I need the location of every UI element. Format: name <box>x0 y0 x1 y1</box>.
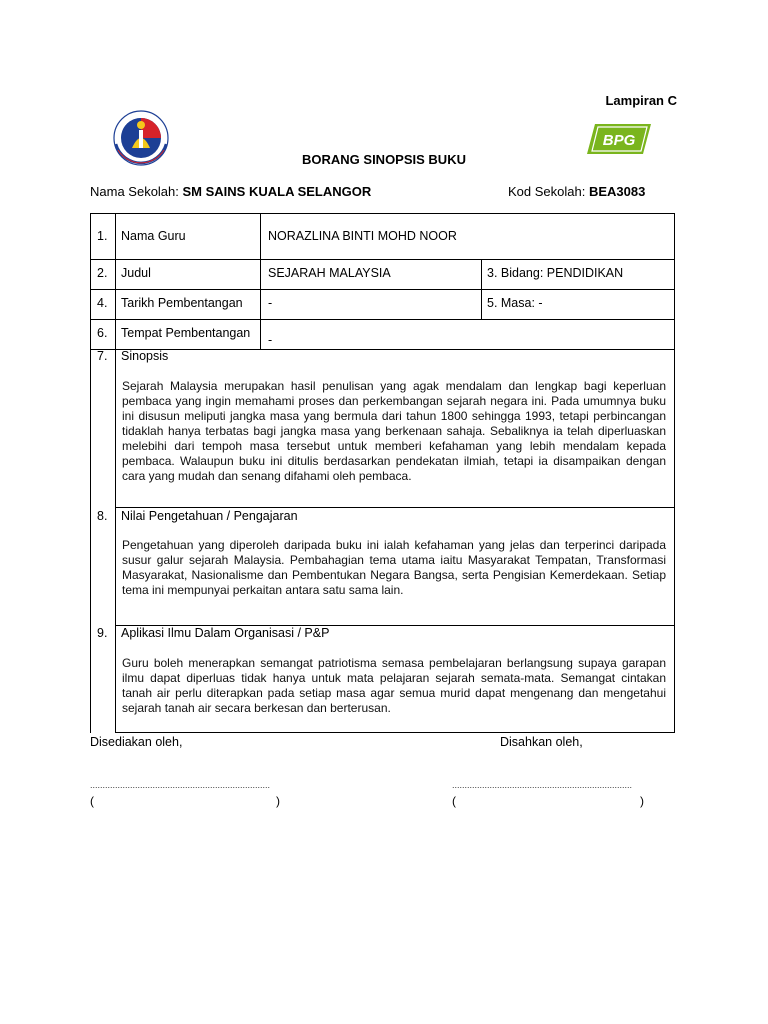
row-number: 4. <box>97 296 108 310</box>
section-body-knowledge-value: Pengetahuan yang diperoleh daripada buku ini ialah kefahaman yang jelas dan terperinci daripada susur galur sejarah Malaysia. Pembahagian tema utama iaitu Masyarakat Tempatan, Transformasi Masyarakat, Nasionalisme dan Pembentukan Negara Bangsa, serta Pengisian Kemerdekaan. Setiap tema ini mempunyai perkaitan antara satu sama lain. <box>122 538 666 597</box>
table-line <box>90 213 91 733</box>
prepared-by-open-paren: ( <box>90 794 94 808</box>
row-label-presentation-venue: Tempat Pembentangan <box>121 326 251 340</box>
approved-by-open-paren: ( <box>452 794 456 808</box>
section-number: 7. <box>97 349 108 363</box>
row-number: 1. <box>97 229 108 243</box>
approved-by-close-paren: ) <box>640 794 644 808</box>
table-line <box>674 213 675 733</box>
section-title-knowledge-value: Nilai Pengetahuan / Pengajaran <box>121 509 298 523</box>
section-number: 9. <box>97 626 108 640</box>
school-code-field <box>508 184 645 199</box>
table-line <box>90 259 675 260</box>
row-value-title: SEJARAH MALAYSIA <box>268 266 391 280</box>
row-value-presentation-date: - <box>268 296 273 310</box>
prepared-by-label: Disediakan oleh, <box>90 735 183 749</box>
approved-by-signature-line: ........................................................................ <box>452 780 633 790</box>
table-line <box>481 259 482 319</box>
row-label-presentation-date: Tarikh Pembentangan <box>121 296 243 310</box>
row-number: 2. <box>97 266 108 280</box>
section-title-application: Aplikasi Ilmu Dalam Organisasi / P&P <box>121 626 330 640</box>
section-number: 8. <box>97 509 108 523</box>
annex-label: Lampiran C <box>605 93 677 108</box>
table-line <box>90 289 675 290</box>
synopsis-form-table <box>90 213 675 733</box>
table-line <box>115 507 675 508</box>
table-line <box>90 319 675 320</box>
row-value-presentation-venue: - <box>268 333 273 347</box>
section-title-synopsis: Sinopsis <box>121 349 169 363</box>
table-line <box>260 213 261 349</box>
school-field <box>90 184 371 199</box>
bpg-logo-text: BPG <box>602 132 636 149</box>
school-code-value: BEA3083 <box>588 184 646 199</box>
form-title: BORANG SINOPSIS BUKU <box>302 152 466 167</box>
school-label: Nama Sekolah: <box>90 184 179 199</box>
school-value: SM SAINS KUALA SELANGOR <box>182 184 372 199</box>
row-label-title: Judul <box>121 266 151 280</box>
prepared-by-signature-line: ........................................................................ <box>90 780 271 790</box>
row-value-field: 3. Bidang: PENDIDIKAN <box>487 266 624 280</box>
school-code-label: Kod Sekolah: <box>508 184 586 199</box>
row-value-time: 5. Masa: - <box>487 296 543 310</box>
prepared-by-close-paren: ) <box>276 794 280 808</box>
table-line <box>115 732 675 733</box>
section-body-application: Guru boleh menerapkan semangat patriotisma semasa pembelajaran berlangsung supaya garapan ilmu dapat diperluas tidak hanya untuk mata pelajaran sejarah semata-mata. Semangat cintakan tanah air perlu diterapkan pada setiap masa agar semua murid dapat mengenang dan mengetahui sejarah tanah air secara berkesan dan berterusan. <box>122 656 666 715</box>
row-number: 6. <box>97 326 108 340</box>
row-label-teacher-name: Nama Guru <box>121 229 186 243</box>
table-line <box>115 213 116 733</box>
section-body-synopsis: Sejarah Malaysia merupakan hasil penulisan yang agak mendalam dan lengkap bagi keperluan pembaca yang ingin memahami proses dan perkembangan sejarah negara ini. Pada umumnya buku ini disusun meliputi jangka masa yang bermula dari tahun 1800 sehingga 1993, tetapi perbincangan tidaklah hanya terbatas bagi jangka masa yang berkenaan sahaja. Sebaliknya ia telah diperluaskan melebihi dari tempoh masa tersebut untuk memberi kefahaman yang lebih mendalam kepada pembaca. Walaupun buku ini ditulis berdasarkan pendekatan ilmiah, tetapi ia disampaikan dengan cara yang mudah dan senang difahami oleh pembaca. <box>122 379 666 483</box>
approved-by-label: Disahkan oleh, <box>500 735 583 749</box>
row-value-teacher-name: NORAZLINA BINTI MOHD NOOR <box>268 229 457 243</box>
table-line <box>90 349 675 350</box>
table-line <box>90 213 675 214</box>
